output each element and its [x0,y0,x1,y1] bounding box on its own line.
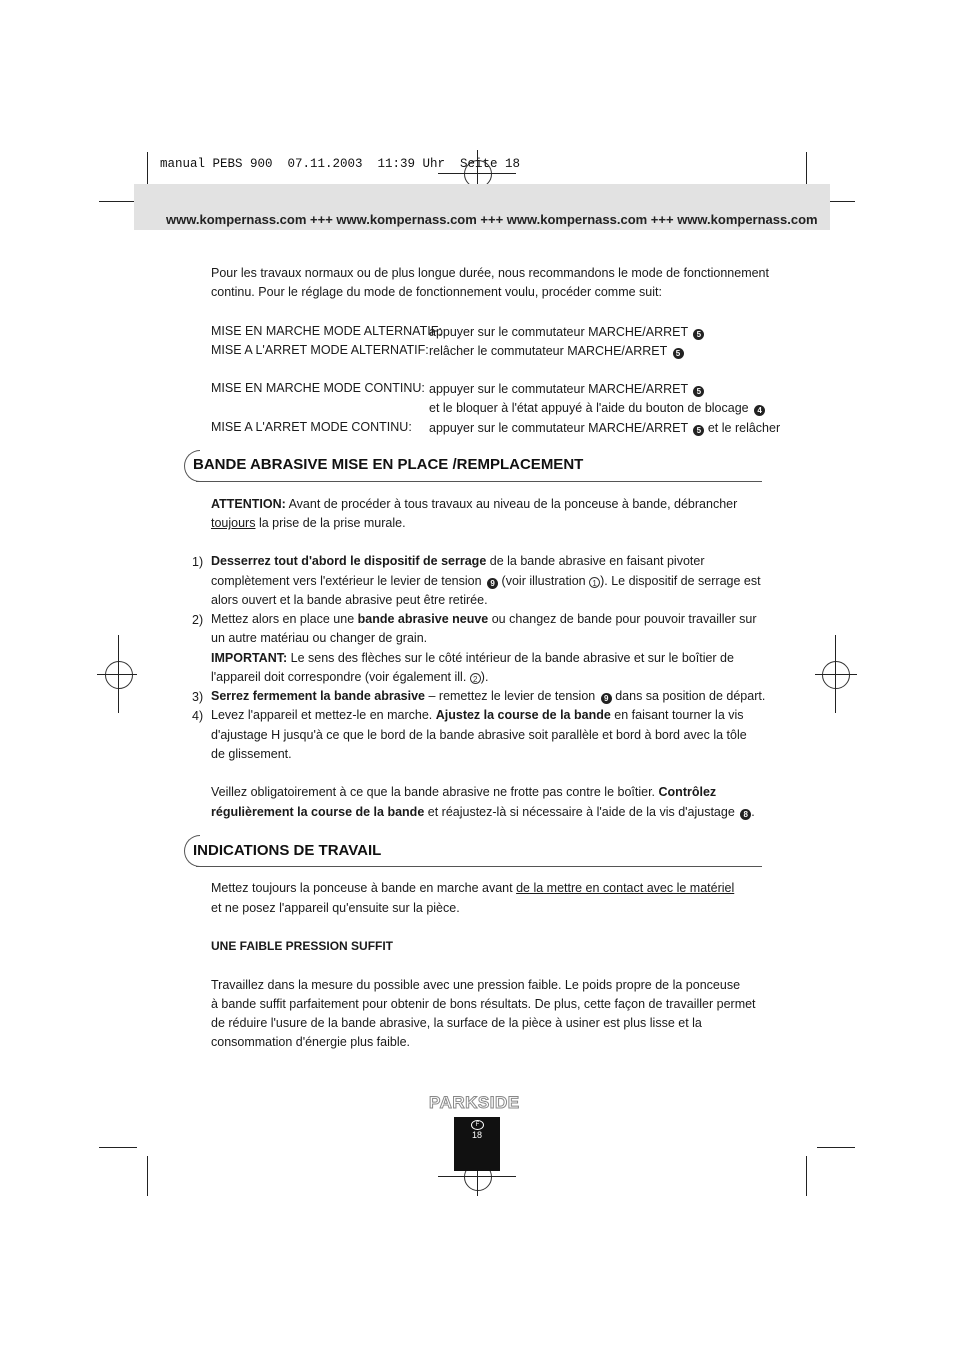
pressure-line: à bande suffit parfaitement pour obtenir de bons résultats. De plus, cette façon de travailler permet [211,997,756,1011]
brand-logo: PARKSIDE [429,1093,520,1112]
important-line-2: l'appareil doit correspondre (voir également ill. 2 ). [211,670,489,684]
step-4-line-2: d'ajustage H jusqu'à ce que le bord de la bande abrasive soit parallèle et bord à bord avec la tôle [211,728,747,742]
important-line-1: IMPORTANT: Le sens des flèches sur le côté intérieur de la bande abrasive et sur le boîtier de [211,651,734,665]
step-1-line-3: alors ouvert et la bande abrasive peut être retirée. [211,593,488,607]
ref-number-icon: 5 [693,425,704,436]
subheading: UNE FAIBLE PRESSION SUFFIT [211,939,394,953]
note-line-1: Veillez obligatoirement à ce que la bande abrasive ne frotte pas contre le boîtier. Contrôlez [211,785,717,799]
attention-line-2: toujours la prise de la prise murale. [211,516,406,530]
section-title: BANDE ABRASIVE MISE EN PLACE /REMPLACEMENT [193,456,584,473]
registration-mark-right [822,661,850,689]
page-tab [454,1117,500,1171]
registration-line [97,674,137,675]
mode-label: MISE EN MARCHE MODE CONTINU: [211,381,425,395]
step-4-line-3: de glissement. [211,747,292,761]
banner-text: www.kompernass.com +++ www.kompernass.com +++ www.kompernass.com +++ www.kompernass.com [166,212,818,227]
ref-number-icon: 9 [601,693,612,704]
crop-mark [99,1147,137,1148]
mode-action: appuyer sur le commutateur MARCHE/ARRET 5 et le relâcher [429,421,781,435]
illustration-ref-icon: 2 [470,673,481,684]
mode-label: MISE A L'ARRET MODE CONTINU: [211,420,412,434]
work-line-1: Mettez toujours la ponceuse à bande en marche avant de la mettre en contact avec le matériel [211,881,735,895]
step-number: 4) [192,709,204,723]
pressure-line: consommation d'énergie plus faible. [211,1035,411,1049]
ref-number-icon: 8 [740,809,751,820]
illustration-ref-icon: 1 [589,577,600,588]
language-badge-icon: F [471,1120,484,1130]
step-1-line-2: complètement vers l'extérieur le levier de tension 9 (voir illustration 1 ). Le dispositif de serrage est [211,574,761,588]
step-3-line-1: Serrez fermement la bande abrasive – remettez le levier de tension 9 dans sa position de départ. [211,689,766,703]
page-number: 18 [471,1130,482,1140]
crop-mark [806,1156,807,1196]
note-line-2: régulièrement la course de la bande et réajustez-là si nécessaire à l'aide de la vis d'ajustage 8 . [211,805,755,819]
pressure-line: Travaillez dans la mesure du possible avec une pression faible. Le poids propre de la ponceuse [211,978,741,992]
pressure-line: de réduire l'usure de la bande abrasive, la surface de la pièce à usiner est plus lisse et la [211,1016,702,1030]
intro-line-2: continu. Pour le réglage du mode de fonctionnement voulu, procéder comme suit: [211,285,662,299]
ref-number-icon: 5 [693,329,704,340]
step-2-line-1: Mettez alors en place une bande abrasive neuve ou changez de bande pour pouvoir travailler sur [211,612,757,626]
mode-action: et le bloquer à l'état appuyé à l'aide du bouton de blocage 4 [429,401,765,416]
work-line-2: et ne posez l'appareil qu'ensuite sur la pièce. [211,901,460,915]
mode-label: MISE A L'ARRET MODE ALTERNATIF: [211,343,429,357]
registration-line [118,635,119,713]
step-number: 1) [192,555,204,569]
registration-mark-left [105,661,133,689]
registration-line [815,674,857,675]
section-rule [196,866,762,867]
step-4-line-1: Levez l'appareil et mettez-le en marche. Ajustez la course de la bande en faisant tourner la vis [211,708,744,722]
mode-action: appuyer sur le commutateur MARCHE/ARRET 5 [429,382,704,397]
attention-line: ATTENTION: Avant de procéder à tous travaux au niveau de la ponceuse à bande, débrancher [211,497,738,511]
step-number: 2) [192,613,204,627]
mode-action: appuyer sur le commutateur MARCHE/ARRET 5 [429,325,704,340]
step-1-line-1: Desserrez tout d'abord le dispositif de serrage de la bande abrasive en faisant pivoter [211,554,705,568]
crop-mark [99,201,137,202]
website-banner [134,184,830,230]
ref-number-icon: 5 [693,386,704,397]
mode-action: relâcher le commutateur MARCHE/ARRET 5 [429,344,684,359]
step-2-line-2: un autre matériau ou changer de grain. [211,631,428,645]
section-title: INDICATIONS DE TRAVAIL [193,842,382,859]
section-rule [196,481,762,482]
registration-line [835,635,836,713]
step-number: 3) [192,690,204,704]
intro-line-1: Pour les travaux normaux ou de plus longue durée, nous recommandons le mode de fonctionnement [211,266,769,280]
ref-number-icon: 4 [754,405,765,416]
mode-label: MISE EN MARCHE MODE ALTERNATIF: [211,324,442,338]
crop-mark [817,1147,855,1148]
ref-number-icon: 9 [487,578,498,589]
print-slug: manual PEBS 900 07.11.2003 11:39 Uhr Seite 18 [160,157,521,171]
crop-mark [147,1156,148,1196]
ref-number-icon: 5 [673,348,684,359]
